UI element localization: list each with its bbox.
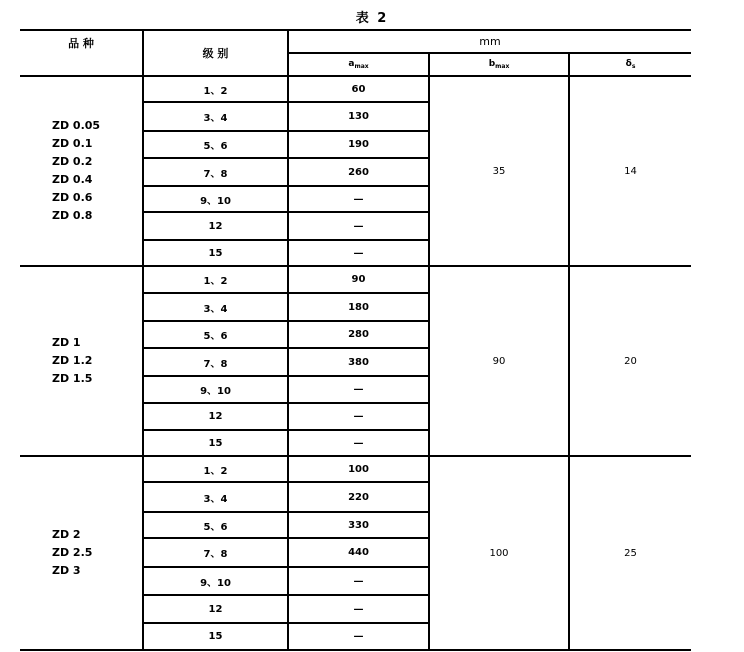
grade-cell: 3、4	[143, 482, 288, 512]
grade-cell: 9、10	[143, 376, 288, 403]
header-delta-s: $\delta_s$	[569, 53, 691, 76]
grade-cell: 9、10	[143, 186, 288, 212]
spec-table	[20, 29, 691, 651]
header-b-max: $b_{max}$	[429, 53, 569, 76]
variety-cell	[20, 266, 143, 456]
header-unit: mm	[288, 30, 691, 53]
delta-s-cell: 20	[569, 266, 691, 456]
grade-cell: 15	[143, 623, 288, 650]
table-row	[20, 456, 691, 482]
variety-name: ZD 3	[52, 564, 81, 577]
grade-cell: 15	[143, 430, 288, 456]
a-max-cell: 330	[288, 512, 429, 538]
a-max-cell: 280	[288, 321, 429, 348]
a-max-cell: —	[288, 212, 429, 240]
variety-name: ZD 0.2	[52, 155, 93, 168]
grade-cell: 7、8	[143, 158, 288, 186]
grade-cell: 3、4	[143, 102, 288, 131]
a-max-cell: 380	[288, 348, 429, 376]
a-max-cell: —	[288, 623, 429, 650]
a-max-cell: —	[288, 403, 429, 430]
grade-cell: 9、10	[143, 567, 288, 595]
variety-cell	[20, 76, 143, 266]
table-row	[20, 76, 691, 102]
grade-cell: 12	[143, 212, 288, 240]
a-max-cell: 130	[288, 102, 429, 131]
a-max-cell: 260	[288, 158, 429, 186]
grade-cell: 3、4	[143, 293, 288, 321]
a-max-cell: —	[288, 567, 429, 595]
header-a-max: $a_{max}$	[288, 53, 429, 76]
a-max-cell: —	[288, 430, 429, 456]
a-max-cell: 440	[288, 538, 429, 567]
a-max-cell: 60	[288, 76, 429, 102]
b-max-cell: 35	[429, 76, 569, 266]
grade-cell: 5、6	[143, 512, 288, 538]
grade-cell: 1、2	[143, 76, 288, 102]
variety-name: ZD 1	[52, 336, 81, 349]
variety-name: ZD 1.5	[52, 372, 93, 385]
header-variety: 品 种	[20, 30, 143, 76]
grade-cell: 5、6	[143, 321, 288, 348]
variety-name: ZD 0.05	[52, 119, 101, 132]
a-max-cell: 220	[288, 482, 429, 512]
variety-name: ZD 2.5	[52, 546, 93, 559]
header-grade: 级 别	[143, 30, 288, 76]
grade-cell: 12	[143, 595, 288, 623]
a-max-cell: —	[288, 240, 429, 266]
b-max-cell: 90	[429, 266, 569, 456]
a-max-cell: 180	[288, 293, 429, 321]
table-row	[20, 266, 691, 293]
grade-cell: 1、2	[143, 266, 288, 293]
table-title: 表 2	[355, 11, 389, 26]
a-max-cell: 190	[288, 131, 429, 158]
a-max-cell: —	[288, 595, 429, 623]
variety-name: ZD 0.4	[52, 173, 93, 186]
delta-s-cell: 25	[569, 456, 691, 650]
grade-cell: 1、2	[143, 456, 288, 482]
variety-name: ZD 0.6	[52, 191, 93, 204]
b-max-cell: 100	[429, 456, 569, 650]
a-max-cell: 100	[288, 456, 429, 482]
grade-cell: 15	[143, 240, 288, 266]
grade-cell: 7、8	[143, 348, 288, 376]
variety-name: ZD 0.1	[52, 137, 93, 150]
a-max-cell: —	[288, 186, 429, 212]
grade-cell: 12	[143, 403, 288, 430]
grade-cell: 7、8	[143, 538, 288, 567]
variety-cell	[20, 456, 143, 650]
grade-cell: 5、6	[143, 131, 288, 158]
delta-s-cell: 14	[569, 76, 691, 266]
variety-name: ZD 0.8	[52, 209, 93, 222]
a-max-cell: —	[288, 376, 429, 403]
variety-name: ZD 2	[52, 528, 81, 541]
variety-name: ZD 1.2	[52, 354, 93, 367]
a-max-cell: 90	[288, 266, 429, 293]
